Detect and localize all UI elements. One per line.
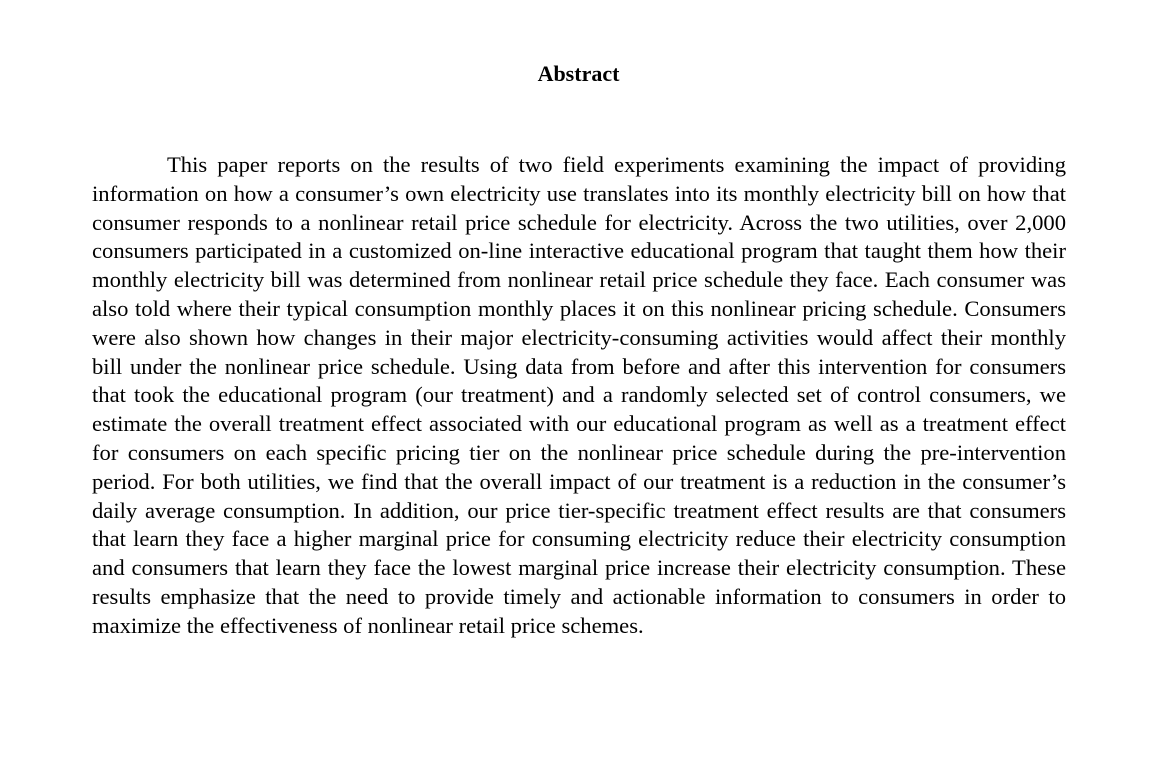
abstract-heading: Abstract — [537, 61, 620, 86]
abstract-paragraph: This paper reports on the results of two field experiments examining the impact of providing information on how a consumer’s own electricity use translates into its monthly electricity bill on how that consumer responds to a nonlinear retail price schedule for electricity. Across the two utilities, over 2,000 consumers participated in a customized on-line interactive educational program that taught them how their monthly electricity bill was determined from nonlinear retail price schedule they face. Each consumer was also told where their typical consumption monthly places it on this nonlinear pricing schedule. Consumers were also shown how changes in their major electricity-consuming activities would affect their monthly bill under the nonlinear price schedule. Using data from before and after this intervention for consumers that took the educational program (our treatment) and a randomly selected set of control consumers, we estimate the overall treatment effect associated with our educational program as well as a treatment effect for consumers on each specific pricing tier on the nonlinear price schedule during the pre-intervention period. For both utilities, we find that the overall impact of our treatment is a reduction in the consumer’s daily average consumption. In addition, our price tier-specific treatment effect results are that consumers that learn they face a higher marginal price for consuming electricity reduce their electricity consumption and consumers that learn they face the lowest marginal price increase their electricity consumption. These results emphasize that the need to provide timely and actionable information to consumers in order to maximize the effectiveness of nonlinear retail price schemes. — [92, 152, 1066, 638]
